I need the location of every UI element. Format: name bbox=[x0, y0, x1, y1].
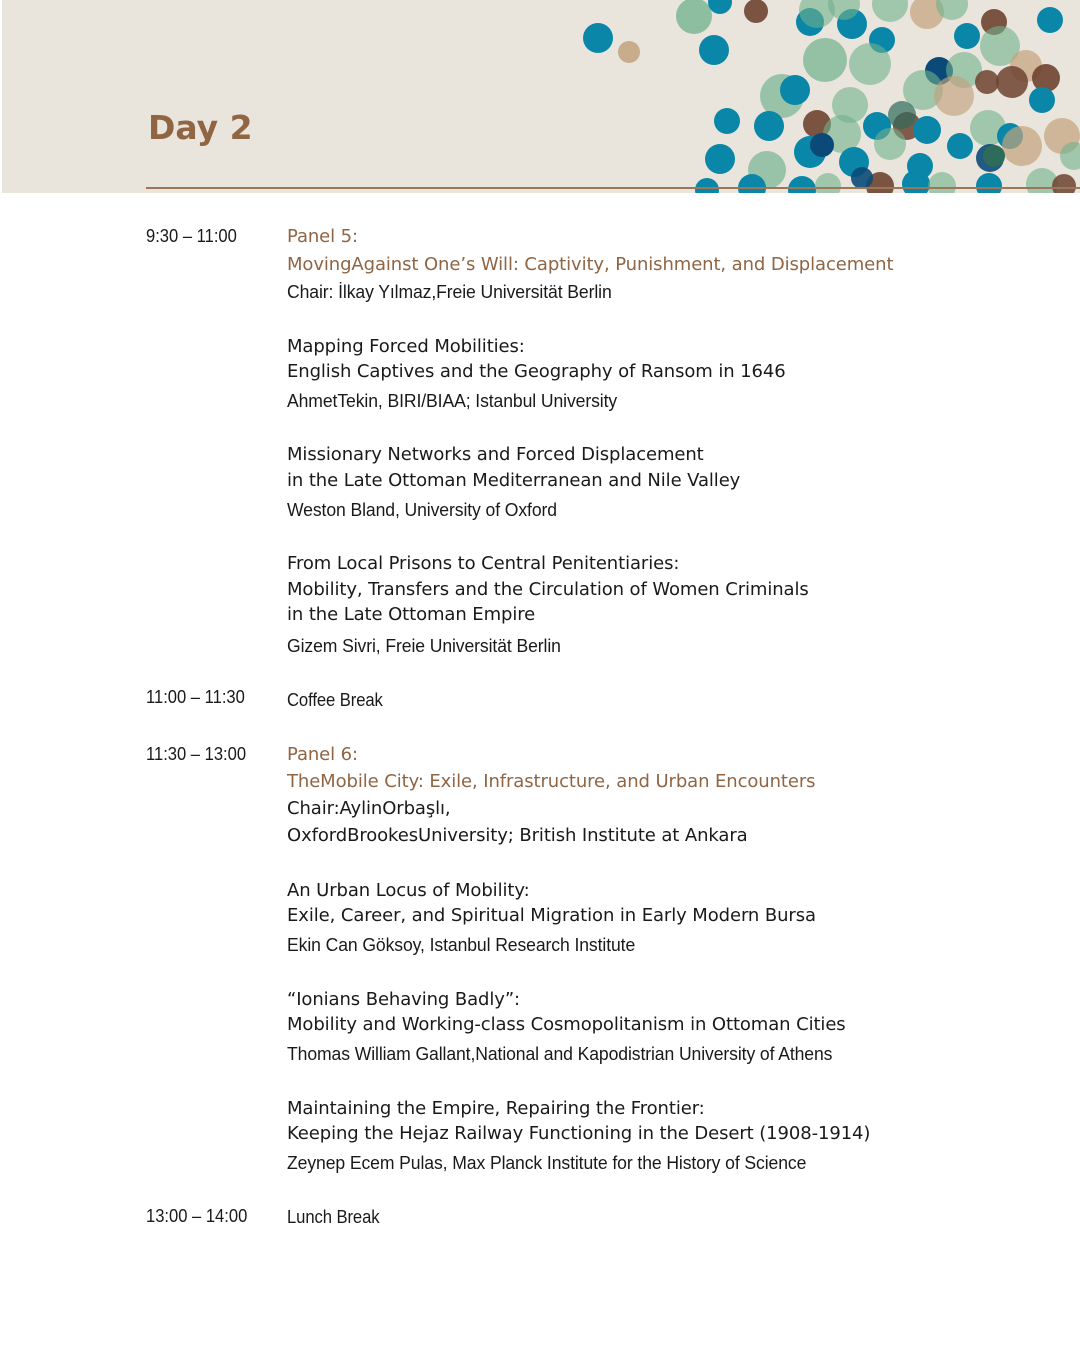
talk-6-title-line-1: Maintaining the Empire, Repairing the Frontier: bbox=[287, 1098, 705, 1119]
coffee-break-label: Coffee Break bbox=[287, 689, 383, 710]
talk-1-title-line-1: Mapping Forced Mobilities: bbox=[287, 336, 525, 357]
talk-1-author: AhmetTekin, BIRI/BIAA; Istanbul University bbox=[287, 390, 618, 411]
page-title: Day 2 bbox=[148, 108, 253, 147]
talk-6-author: Zeynep Ecem Pulas, Max Planck Institute for the History of Science bbox=[287, 1152, 807, 1173]
talk-4-title-line-1: An Urban Locus of Mobility: bbox=[287, 880, 530, 901]
talk-6-title-line-2: Keeping the Hejaz Railway Functioning in the Desert (1908-1914) bbox=[287, 1123, 871, 1144]
talk-3-title-line-1: From Local Prisons to Central Penitentiaries: bbox=[287, 553, 680, 574]
talk-5-author: Thomas William Gallant,National and Kapodistrian University of Athens bbox=[287, 1043, 833, 1064]
time-slot-lunch-break: 13:00 – 14:00 bbox=[146, 1206, 248, 1226]
time-slot-coffee-break: 11:00 – 11:30 bbox=[146, 687, 245, 707]
panel-5-title: MovingAgainst One’s Will: Captivity, Punishment, and Displacement bbox=[287, 254, 894, 275]
talk-5-title-line-1: “Ionians Behaving Badly”: bbox=[287, 989, 521, 1010]
talk-2-title-line-1: Missionary Networks and Forced Displacement bbox=[287, 444, 704, 465]
talk-2-title-line-2: in the Late Ottoman Mediterranean and Nile Valley bbox=[287, 470, 741, 491]
time-slot-2: 11:30 – 13:00 bbox=[146, 744, 247, 764]
talk-5-title-line-2: Mobility and Working-class Cosmopolitanism in Ottoman Cities bbox=[287, 1014, 846, 1035]
talk-4-author: Ekin Can Göksoy, Istanbul Research Institute bbox=[287, 934, 636, 955]
panel-6-chair-line-1: Chair:AylinOrbaşlı, bbox=[287, 798, 451, 819]
time-slot-1: 9:30 – 11:00 bbox=[146, 226, 237, 246]
panel-6-title: TheMobile City: Exile, Infrastructure, and Urban Encounters bbox=[287, 771, 816, 792]
talk-2-author: Weston Bland, University of Oxford bbox=[287, 499, 557, 520]
talk-1-title-line-2: English Captives and the Geography of Ransom in 1646 bbox=[287, 361, 786, 382]
talk-4-title-line-2: Exile, Career, and Spiritual Migration in Early Modern Bursa bbox=[287, 905, 816, 926]
panel-6-chair-line-2: OxfordBrookesUniversity; British Institute at Ankara bbox=[287, 825, 748, 846]
talk-3-title-line-2: Mobility, Transfers and the Circulation of Women Criminals bbox=[287, 579, 809, 600]
talk-3-title-line-3: in the Late Ottoman Empire bbox=[287, 604, 536, 625]
panel-5-chair: Chair: İlkay Yılmaz,Freie Universität Berlin bbox=[287, 281, 612, 302]
panel-6-number: Panel 6: bbox=[287, 744, 358, 765]
lunch-break-label: Lunch Break bbox=[287, 1206, 380, 1227]
talk-3-author: Gizem Sivri, Freie Universität Berlin bbox=[287, 635, 561, 656]
panel-5-number: Panel 5: bbox=[287, 226, 358, 247]
